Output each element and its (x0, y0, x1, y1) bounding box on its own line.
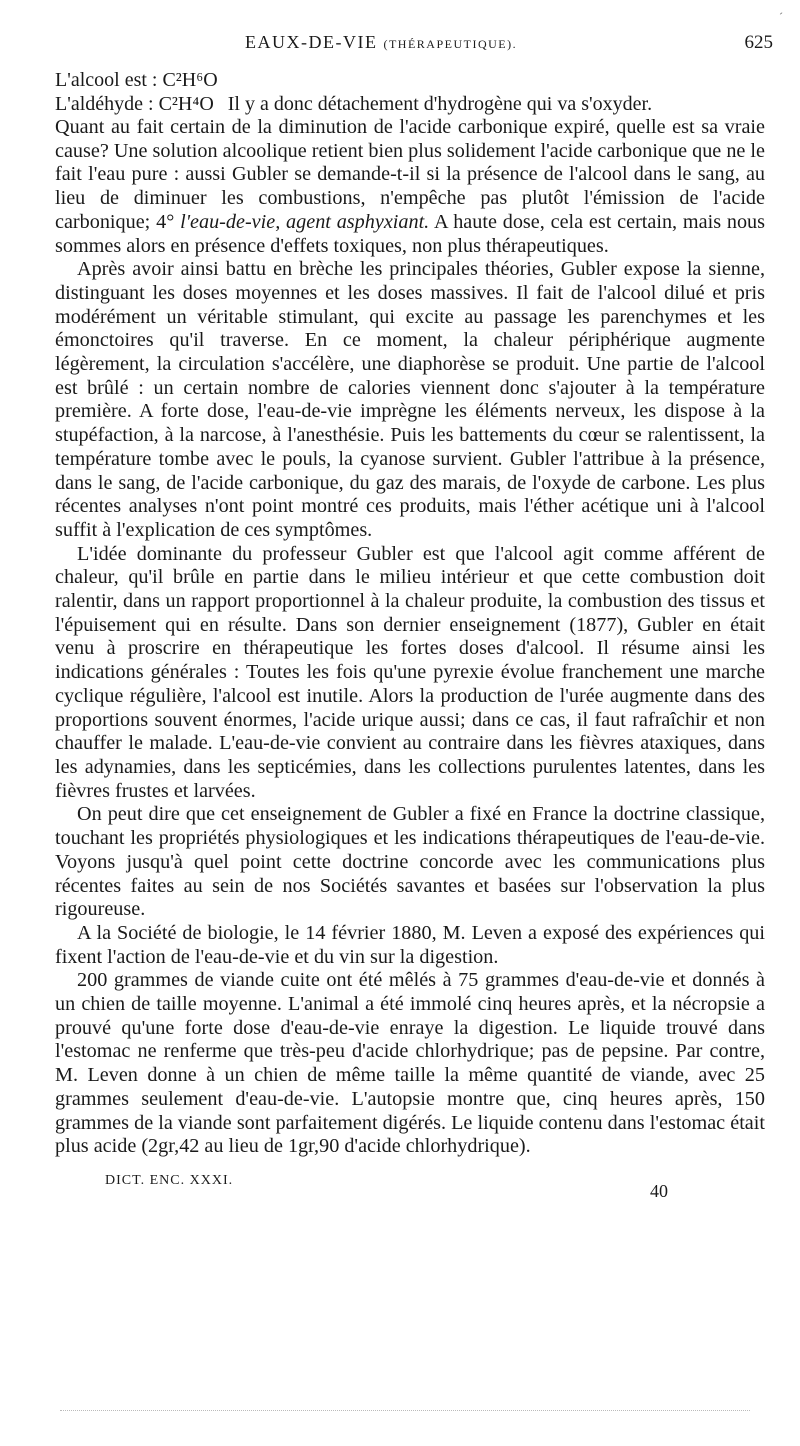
paragraph-3: L'idée dominante du professeur Gubler est que l'alcool agit comme afférent de chaleur, qu'il brûle en partie dans le milieu intérieur et que cette combustion doit ralentir, dans un rapport proportionnel à la chaleur produite, la combustion des tissus et l'épuisement qui en résulte. Dans son dernier enseignement (1877), Gubler en était venu à proscrire en thérapeutique les fortes doses d'alcool. Il résume ainsi les indications générales : Toutes les fois qu'une pyrexie évolue franchement une marche cyclique régulière, l'alcool est inutile. Alors la production de l'urée augmente dans des proportions souvent énormes, l'acide urique aussi; dans ce cas, il faut rafraîchir et non chauffer le malade. L'eau-de-vie convient au contraire dans les fièvres ataxiques, dans les adynamies, dans les septicémies, dans les collections purulentes latentes, dans les fièvres frustes et larvées. (55, 542, 765, 802)
running-head (245, 32, 517, 53)
paragraph-1-text-a: Quant au fait certain de la diminution de l'acide carbonique expiré, quelle est sa vraie cause? Une solution alcoolique retient bien plus solidement l'acide carbonique que ne le fait l'eau pure : aussi Gubler se demande-t-il si la présence de l'alcool dans le sang, au lieu de diminuer les combustions, n'empêche pas plutôt l'émission de l'acide carbonique; 4° (55, 116, 765, 233)
formula-aldehyde-label: L'aldéhyde : C²H⁴O (55, 93, 214, 115)
paragraph-4: On peut dire que cet enseignement de Gubler a fixé en France la doctrine classique, touchant les propriétés physiologiques et les indications thérapeutiques de l'eau-de-vie. Voyons jusqu'à quel point cette doctrine concorde avec les communications plus récentes faites au sein de nos Sociétés savantes et basées sur l'observation la plus rigoureuse. (55, 803, 765, 921)
formula-alcool: L'alcool est : C²H⁶O (55, 69, 218, 91)
paragraph-6: 200 grammes de viande cuite ont été mêlés à 75 grammes d'eau-de-vie et donnés à un chien de taille moyenne. L'animal a été immolé cinq heures après, et la nécropsie a prouvé qu'une forte dose d'eau-de-vie enraye la digestion. Le liquide trouvé dans l'estomac ne renferme que très-peu d'acide chlorhydrique; pas de pepsine. Par contre, M. Leven donne à un chien de même taille la même quantité de viande, avec 25 grammes seulement d'eau-de-vie. L'autopsie montre que, cinq heures après, 150 grammes de la viande sont parfaitement digérés. Le liquide contenu dans l'estomac était plus acide (2gr,42 au lieu de 1gr,90 d'acide chlorhydrique). (55, 969, 765, 1158)
running-head-subtitle: (THÉRAPEUTIQUE). (383, 37, 518, 51)
paragraph-2: Après avoir ainsi battu en brèche les principales théories, Gubler expose la sienne, distinguant les doses moyennes et les doses massives. Il fait de l'alcool dilué et pris modérément un véritable stimulant, qui excite au passage les parenchymes et les émonctoires qu'il traverse. En ce moment, la chaleur périphérique augmente légèrement, la circulation s'accélère, une diaphorèse se produit. Une partie de l'alcool est brûlé : un certain nombre de calories viennent donc s'ajouter à la température première. A forte dose, l'eau-de-vie imprègne les éléments nerveux, les dispose à la stupéfaction, à la narcose, à l'anesthésie. Puis les battements du cœur se ralentissent, la température tombe avec le pouls, la cyanose survient. Gubler l'attribue à la présence, dans le sang, de l'acide carbonique, du gaz des marais, de l'oxyde de carbone. Les plus récentes analyses n'ont point montré ces produits, mais l'éther acétique uni à l'alcool suffit à l'explication de ces symptômes. (55, 258, 765, 541)
book-page (55, 10, 783, 1201)
page-header (55, 10, 783, 62)
page-number: 625 (744, 32, 773, 53)
signature-number: 40 (650, 1180, 668, 1201)
paragraph-1-italic: l'eau-de-vie, agent asphyxiant. (180, 210, 430, 233)
paragraph-1-text-b: A haute dose, cela est certain, mais nous sommes alors en présence d'effets toxiques, non plus thérapeutiques. (55, 210, 765, 257)
bottom-rule (60, 1410, 750, 1411)
paragraph-1 (55, 116, 765, 258)
running-head-title: EAUX-DE-VIE (245, 32, 378, 52)
formula-aldehyde (55, 92, 765, 116)
formula-aldehyde-note: Il y a donc détachement d'hydrogène qui va s'oxyder. (227, 93, 653, 115)
paragraph-5: A la Société de biologie, le 14 février 1880, M. Leven a exposé des expériences qui fixent l'action de l'eau-de-vie et du vin sur la digestion. (55, 921, 765, 968)
page-footer (55, 1171, 765, 1201)
printer-signature: DICT. ENC. XXXI. (105, 1172, 234, 1188)
corner-mark: ´ (779, 10, 783, 24)
